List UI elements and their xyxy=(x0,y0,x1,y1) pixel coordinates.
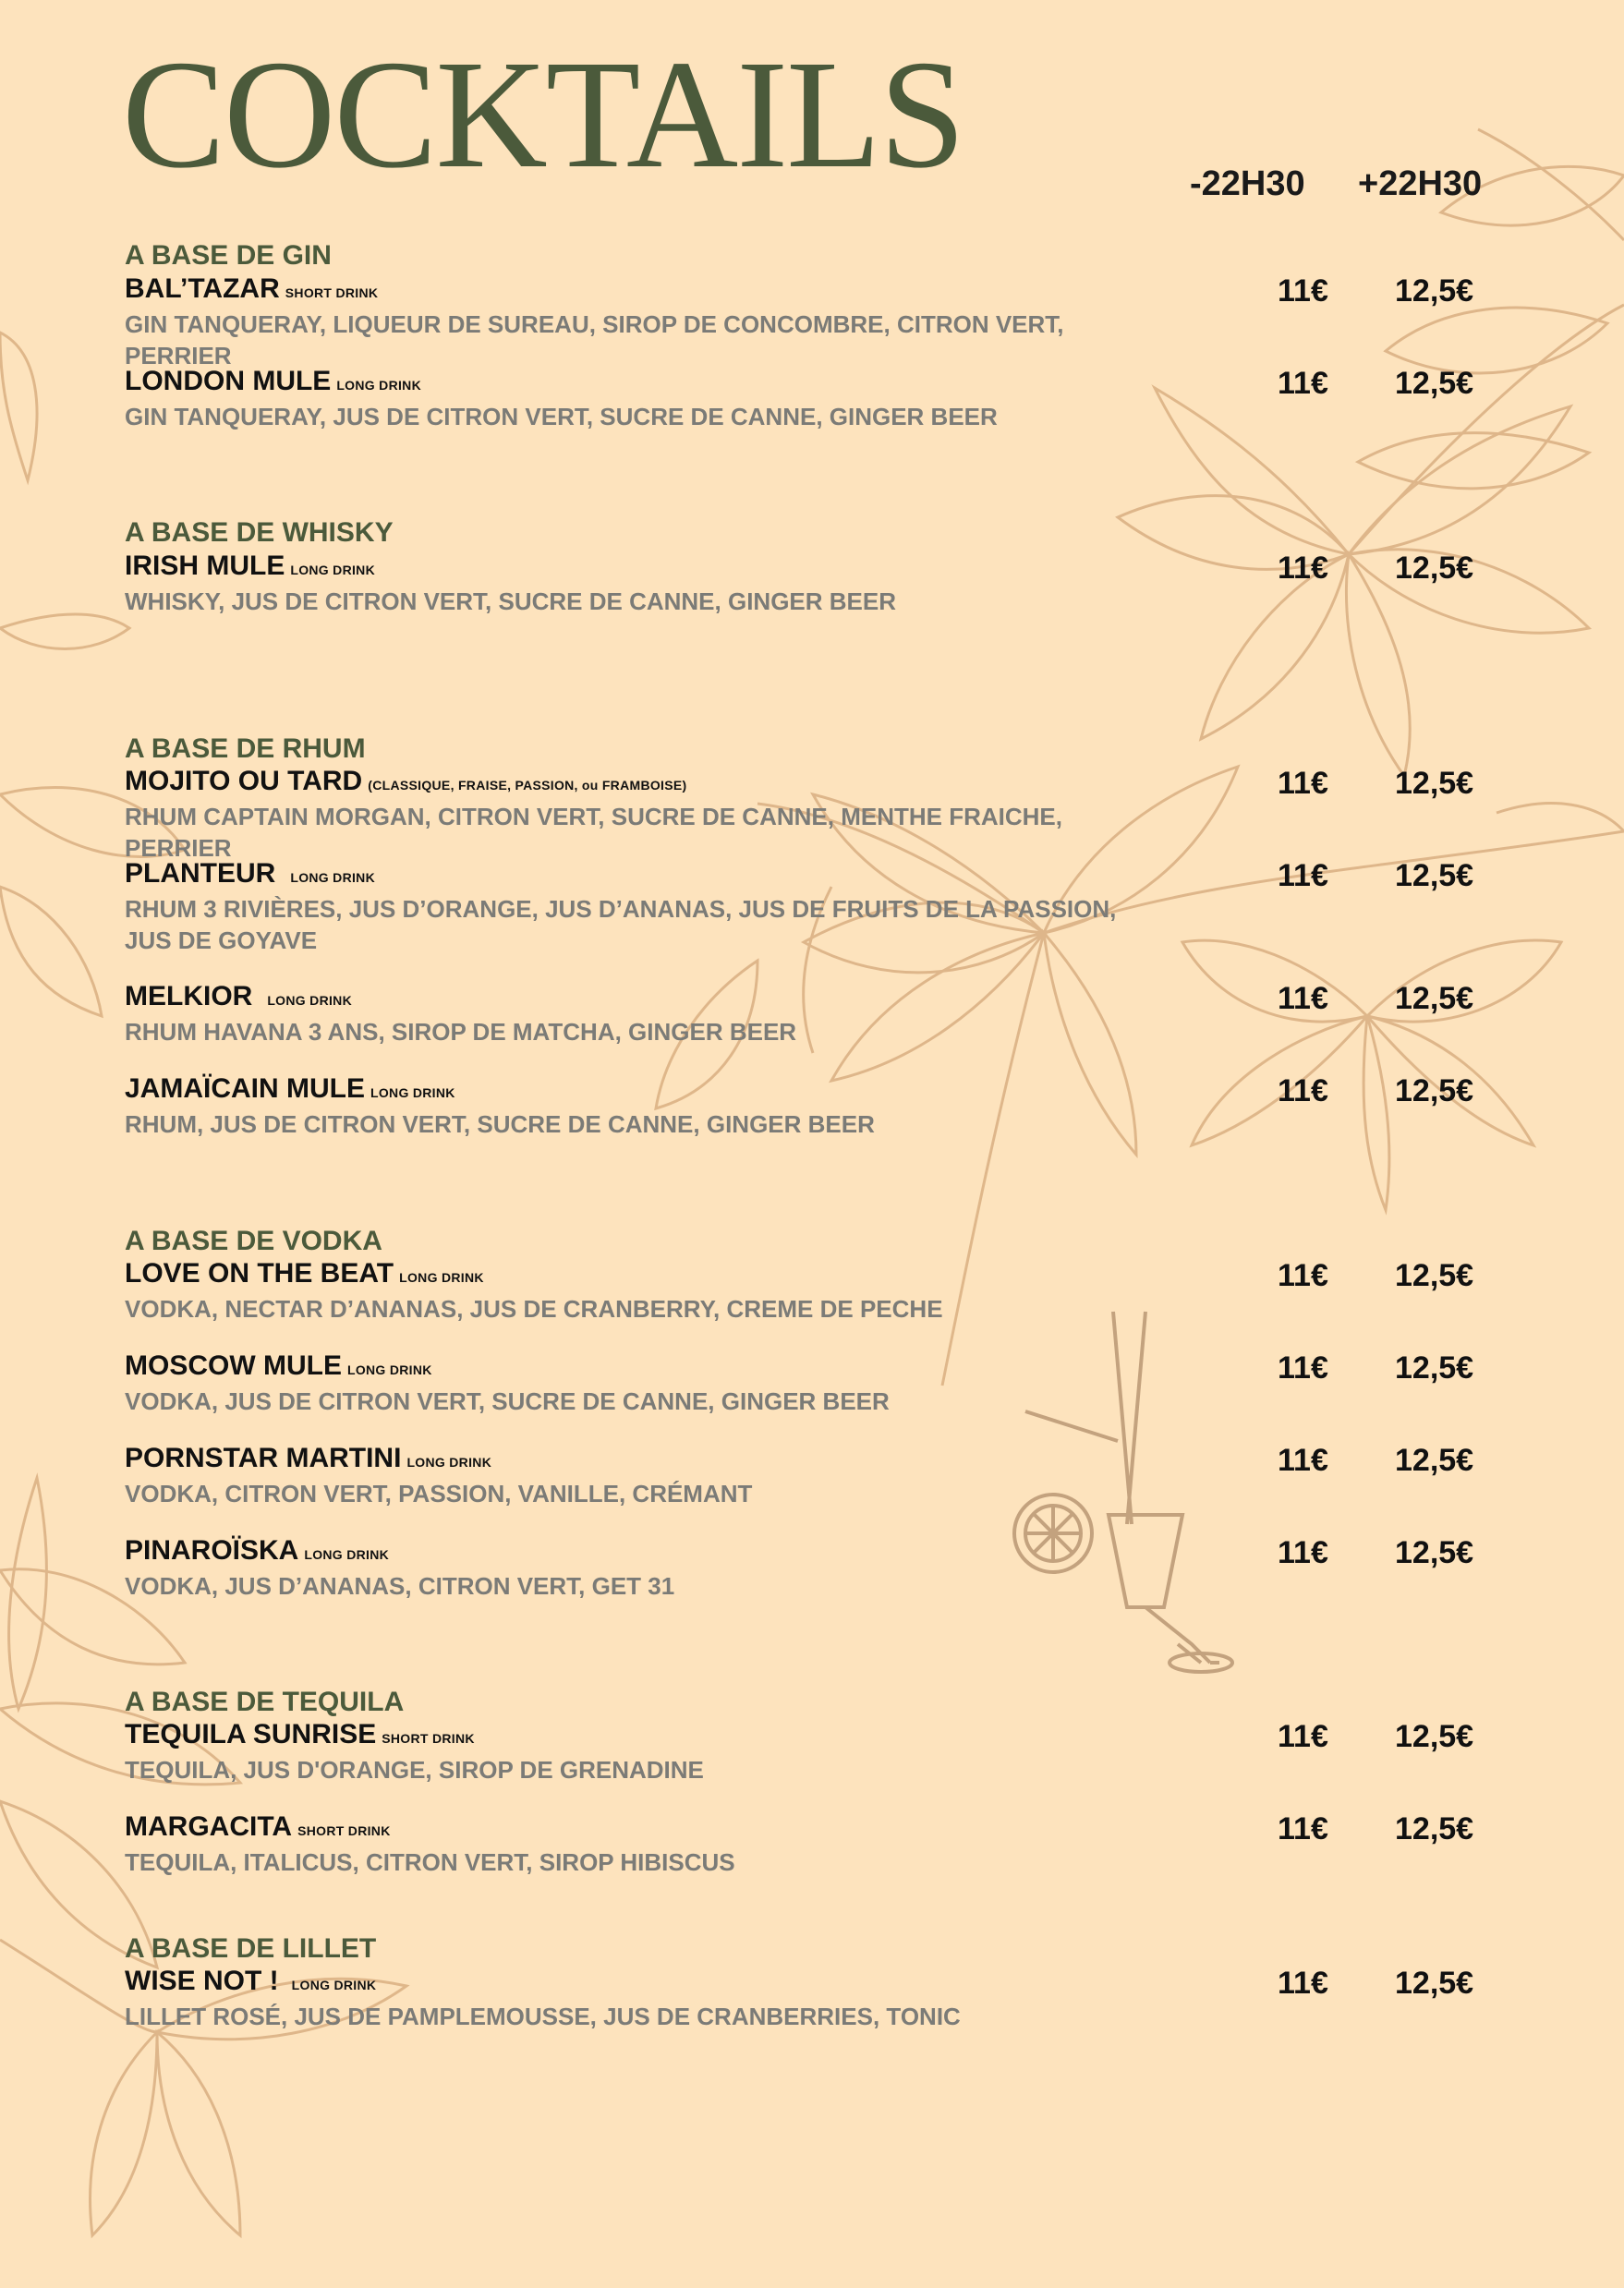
menu-item xyxy=(125,860,1603,956)
item-type: LONG DRINK xyxy=(291,1978,377,1992)
item-type: SHORT DRINK xyxy=(297,1823,391,1838)
price-before: 11€ xyxy=(1278,858,1328,893)
item-ingredients: RHUM 3 RIVIÈRES, JUS D’ORANGE, JUS D’ANANAS, JUS DE FRUITS DE LA PASSION, JUS DE GOYAVE xyxy=(125,895,1117,954)
item-ingredients: GIN TANQUERAY, LIQUEUR DE SUREAU, SIROP DE CONCOMBRE, CITRON VERT, PERRIER xyxy=(125,310,1064,369)
menu-item xyxy=(125,1260,1603,1325)
item-ingredients: WHISKY, JUS DE CITRON VERT, SUCRE DE CANNE, GINGER BEER xyxy=(125,587,896,615)
item-ingredients: GIN TANQUERAY, JUS DE CITRON VERT, SUCRE DE CANNE, GINGER BEER xyxy=(125,403,998,430)
price-after: 12,5€ xyxy=(1395,1258,1474,1293)
item-name: BAL’TAZAR xyxy=(125,273,280,304)
menu-item xyxy=(125,1813,1603,1878)
item-type: LONG DRINK xyxy=(290,563,376,577)
item-name: TEQUILA SUNRISE xyxy=(125,1719,377,1749)
price-after: 12,5€ xyxy=(1395,1073,1474,1108)
column-header-after: +22H30 xyxy=(1358,164,1483,203)
menu-item xyxy=(125,768,1603,864)
price-after: 12,5€ xyxy=(1395,1966,1474,2001)
item-name: MELKIOR xyxy=(125,981,253,1011)
price-after: 12,5€ xyxy=(1395,551,1474,586)
page-title: COCKTAILS xyxy=(122,29,964,200)
column-header-before: -22H30 xyxy=(1190,164,1305,203)
price-before: 11€ xyxy=(1278,1811,1328,1846)
price-after: 12,5€ xyxy=(1395,1443,1474,1478)
item-name: MOSCOW MULE xyxy=(125,1350,342,1381)
menu-item xyxy=(125,1967,1603,2032)
menu-item xyxy=(125,983,1603,1047)
item-ingredients: LILLET ROSÉ, JUS DE PAMPLEMOUSSE, JUS DE CRANBERRIES, TONIC xyxy=(125,2003,961,2030)
item-type: LONG DRINK xyxy=(399,1270,484,1285)
item-ingredients: RHUM CAPTAIN MORGAN, CITRON VERT, SUCRE DE CANNE, MENTHE FRAICHE, PERRIER xyxy=(125,803,1062,862)
item-name: PINAROÏSKA xyxy=(125,1535,299,1566)
category-heading: A BASE DE LILLET xyxy=(125,1933,377,1964)
category-heading: A BASE DE GIN xyxy=(125,240,332,271)
item-name: PLANTEUR xyxy=(125,858,276,889)
price-after: 12,5€ xyxy=(1395,273,1474,309)
price-after: 12,5€ xyxy=(1395,366,1474,401)
item-name: MARGACITA xyxy=(125,1811,293,1842)
item-name: PORNSTAR MARTINI xyxy=(125,1443,402,1473)
category-heading: A BASE DE TEQUILA xyxy=(125,1687,405,1717)
item-name: WISE NOT ! xyxy=(125,1966,279,1996)
item-type: (CLASSIQUE, FRAISE, PASSION, ou FRAMBOISE) xyxy=(368,778,687,793)
item-ingredients: TEQUILA, JUS D'ORANGE, SIROP DE GRENADINE xyxy=(125,1756,704,1784)
price-after: 12,5€ xyxy=(1395,981,1474,1016)
price-after: 12,5€ xyxy=(1395,1350,1474,1386)
item-type: LONG DRINK xyxy=(304,1547,390,1562)
item-ingredients: VODKA, JUS DE CITRON VERT, SUCRE DE CANNE, GINGER BEER xyxy=(125,1387,890,1415)
price-before: 11€ xyxy=(1278,1443,1328,1478)
item-type: LONG DRINK xyxy=(346,1362,432,1377)
price-before: 11€ xyxy=(1278,1719,1328,1754)
item-ingredients: VODKA, NECTAR D’ANANAS, JUS DE CRANBERRY, CREME DE PECHE xyxy=(125,1295,943,1323)
item-type: LONG DRINK xyxy=(406,1455,492,1470)
menu-item xyxy=(125,1721,1603,1786)
category-heading: A BASE DE VODKA xyxy=(125,1226,382,1256)
price-after: 12,5€ xyxy=(1395,766,1474,801)
item-name: MOJITO OU TARD xyxy=(125,766,363,796)
price-after: 12,5€ xyxy=(1395,1811,1474,1846)
menu-item xyxy=(125,552,1603,617)
item-ingredients: VODKA, JUS D’ANANAS, CITRON VERT, GET 31 xyxy=(125,1572,675,1600)
menu-item xyxy=(125,1075,1603,1140)
price-before: 11€ xyxy=(1278,551,1328,586)
price-before: 11€ xyxy=(1278,1073,1328,1108)
menu-item xyxy=(125,1537,1603,1602)
item-ingredients: RHUM HAVANA 3 ANS, SIROP DE MATCHA, GINGER BEER xyxy=(125,1018,797,1046)
item-name: LOVE ON THE BEAT xyxy=(125,1258,394,1289)
item-name: IRISH MULE xyxy=(125,551,285,581)
menu-item xyxy=(125,368,1603,432)
category-heading: A BASE DE WHISKY xyxy=(125,517,394,548)
item-type: LONG DRINK xyxy=(336,378,421,393)
menu-item xyxy=(125,275,1603,371)
item-ingredients: RHUM, JUS DE CITRON VERT, SUCRE DE CANNE, GINGER BEER xyxy=(125,1110,875,1138)
item-name: LONDON MULE xyxy=(125,366,332,396)
price-before: 11€ xyxy=(1278,273,1328,309)
price-before: 11€ xyxy=(1278,1535,1328,1570)
price-after: 12,5€ xyxy=(1395,1535,1474,1570)
item-type: LONG DRINK xyxy=(267,993,352,1008)
price-before: 11€ xyxy=(1278,1350,1328,1386)
price-before: 11€ xyxy=(1278,1966,1328,2001)
menu-item xyxy=(125,1352,1603,1417)
item-type: LONG DRINK xyxy=(290,870,376,885)
item-ingredients: VODKA, CITRON VERT, PASSION, VANILLE, CRÉMANT xyxy=(125,1480,753,1507)
item-type: LONG DRINK xyxy=(370,1085,455,1100)
item-type: SHORT DRINK xyxy=(285,285,379,300)
item-type: SHORT DRINK xyxy=(382,1731,475,1746)
price-before: 11€ xyxy=(1278,981,1328,1016)
category-heading: A BASE DE RHUM xyxy=(125,733,366,764)
price-after: 12,5€ xyxy=(1395,858,1474,893)
price-before: 11€ xyxy=(1278,366,1328,401)
price-before: 11€ xyxy=(1278,1258,1328,1293)
item-ingredients: TEQUILA, ITALICUS, CITRON VERT, SIROP HIBISCUS xyxy=(125,1848,735,1876)
menu-item xyxy=(125,1445,1603,1509)
item-name: JAMAÏCAIN MULE xyxy=(125,1073,365,1104)
price-after: 12,5€ xyxy=(1395,1719,1474,1754)
price-before: 11€ xyxy=(1278,766,1328,801)
